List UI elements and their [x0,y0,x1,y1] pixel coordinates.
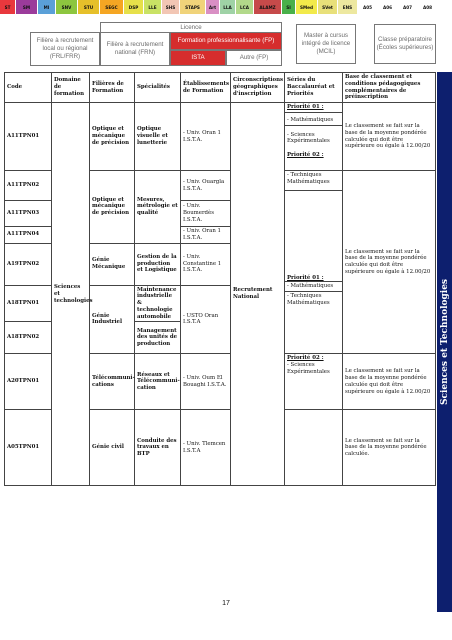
legend-frn [100,32,170,66]
etablissement-cell: - Univ. Tlemcen I.S.T.A [181,410,231,486]
series-cell-3 [285,354,343,410]
specialite-cell: Optique visuelle et lunetterie [135,103,181,171]
series-math: - Mathématiques [285,112,342,125]
legend [0,22,452,66]
domaine-cell: Sciences et technologies [52,103,90,486]
filiere-cell: Optique et mécanique de précision [90,103,135,171]
domain-tab-sm[interactable]: SM [16,0,38,14]
row-code: A18TPN02 [5,322,52,354]
domain-tab-svet[interactable]: SVet [318,0,338,14]
domain-tab-ens[interactable]: ENS [338,0,358,14]
legend-autre-label: Autre (FP) [239,54,269,62]
series-math: - Mathématiques [285,281,342,291]
header-etablissements: Établissements de Formation [181,73,231,103]
base-text-1: Le classement se fait sur la base de la moyenne pondérée calculée qui doit être supérieure ou égale à 12.00/20 [345,123,431,150]
series-tech-math: - Techniques Mathématiques [285,171,342,191]
legend-ista-label: ISTA [191,54,205,62]
domain-tab-smed[interactable]: SMed [296,0,318,14]
series-cell-1 [285,103,343,171]
priority-2-title: Priorité 02 : [287,152,324,158]
domain-tab-shs[interactable]: SHS [162,0,180,14]
domain-tab-lca[interactable]: LCA [236,0,254,14]
row-code: A11TPN03 [5,201,52,227]
priority-1-title: Priorité 01 : [287,104,324,110]
specialite-cell: Conduite des travaux en BTP [135,410,181,486]
header-series: Séries du Baccalauréat et Priorités [285,73,343,103]
priority-1-title: Priorité 01 : [287,274,324,281]
series-sciences: - Sciences Expérimentales [287,362,330,375]
filiere-cell: Génie Mécanique [90,243,135,285]
legend-ista [170,50,226,66]
domain-tab-si[interactable]: SI [282,0,296,14]
row-code: A18TPN01 [5,285,52,322]
priority-2-title: Priorité 02 : [287,355,324,362]
header-base: Base de classement et conditions pédagogiques complémentaires de préinscription [343,73,436,103]
domain-tab-bar [0,0,452,14]
domain-tab-dsp[interactable]: DSP [124,0,144,14]
legend-fp-label: Formation professionnalisante (FP) [177,37,275,45]
legend-licence-label: Licence [180,23,202,31]
domain-tab-snv[interactable]: SNV [56,0,78,14]
legend-frn-label: Filière à recrutement national (FRN) [106,41,164,56]
etablissement-cell: - Univ. Ouargla I.S.T.A. [181,171,231,201]
series-spacer [287,191,340,275]
etablissement-cell: - Univ. Oran 1 I.S.T.A. [181,227,231,244]
table-header-row [5,73,436,103]
base-cell-1 [343,103,436,171]
legend-frl [30,32,100,66]
side-domain-text: Sciences et Technologies [439,279,450,405]
base-cell-4 [343,410,436,486]
header-filieres: Filières de Formation [90,73,135,103]
filiere-cell: Optique et mécanique de précision [90,171,135,244]
specialite-cell: Réseaux et Télécommuni-cation [135,354,181,410]
base-cell-3 [343,354,436,410]
domain-tab-staps[interactable]: STAPS [180,0,206,14]
domain-tab-segc[interactable]: SEGC [100,0,124,14]
domain-tab-a07[interactable]: A07 [398,0,418,14]
legend-frl-label: Filière à recrutement local ou régional (FRL/FRR) [36,37,94,60]
row-code: A19TPN02 [5,243,52,285]
legend-autre [226,50,282,66]
base-text-2: Le classement se fait sur la base de la moyenne pondérée calculée qui doit être supérieure ou égale à 12.00/20 [345,248,431,275]
table-row [5,103,436,171]
circonscription-cell: Recrutement National [231,103,285,486]
series-cell-2 [285,171,343,354]
page-number: 17 [222,600,230,607]
etablissement-cell: - Univ. Boumerdès I.S.T.A. [181,201,231,227]
domain-tab-art[interactable]: Art [206,0,220,14]
etablissement-cell: - Univ. Oum El Bouaghi I.S.T.A. [181,354,231,410]
domain-tab-lle[interactable]: LLE [144,0,162,14]
specialite-cell: Management des unités de production [135,322,181,354]
header-circonscriptions: Circonscriptions géographiques d'inscription [231,73,285,103]
filiere-cell: Génie civil [90,410,135,486]
legend-prepa [374,24,436,64]
side-domain-label [437,72,452,612]
filiere-cell: Génie Industriel [90,285,135,354]
row-code: A11TPN04 [5,227,52,244]
specialite-cell: Gestion de la production et Logistique [135,243,181,285]
base-text-4: Le classement se fait sur la base de la moyenne pondérée calculée. [345,437,427,458]
domain-tab-a06[interactable]: A06 [378,0,398,14]
etablissement-cell: - Univ. Constantine 1 I.S.T.A. [181,243,231,285]
series-cell-4 [285,410,343,486]
row-code: A05TPN01 [5,410,52,486]
row-code: A20TPN01 [5,354,52,410]
header-code: Code [5,73,52,103]
domain-tab-mi[interactable]: MI [38,0,56,14]
row-code: A11TPN02 [5,171,52,201]
legend-fp [170,32,282,50]
header-domaine: Domaine de formation [52,73,90,103]
specialite-cell: Maintenance industrielle & technologie automobile [135,285,181,322]
etablissement-cell: - USTO Oran I.S.T.A [181,285,231,354]
legend-licence-header [100,22,282,32]
formation-table [4,72,436,486]
header-specialites: Spécialités [135,73,181,103]
filiere-cell: Télécommuni-cations [90,354,135,410]
specialite-cell: Mesures, métrologie et qualité [135,171,181,244]
etablissement-cell: - Univ. Oran 1 I.S.T.A. [181,103,231,171]
domain-tab-a05[interactable]: A05 [358,0,378,14]
series-tech-math: - Techniques Mathématiques [285,291,342,308]
domain-tab-lla[interactable]: LLA [220,0,236,14]
domain-tab-st[interactable]: ST [0,0,16,14]
domain-tab-stu[interactable]: STU [78,0,100,14]
domain-tab-a08[interactable]: A08 [418,0,438,14]
legend-mcil [296,24,356,64]
domain-tab-alamz[interactable]: ALAMZ [254,0,282,14]
row-code: A11TPN01 [5,103,52,171]
base-text-3: Le classement se fait sur la base de la moyenne pondérée calculée qui doit être supérieure ou égale à 12.00/20 [345,368,431,395]
series-sciences: - Sciences Expérimentales [285,125,342,147]
legend-mcil-label: Master à cursus intégré de licence (MCIL) [301,32,351,55]
base-cell-2 [343,171,436,354]
legend-prepa-label: Classe préparatoire (Écoles supérieures) [376,36,434,51]
